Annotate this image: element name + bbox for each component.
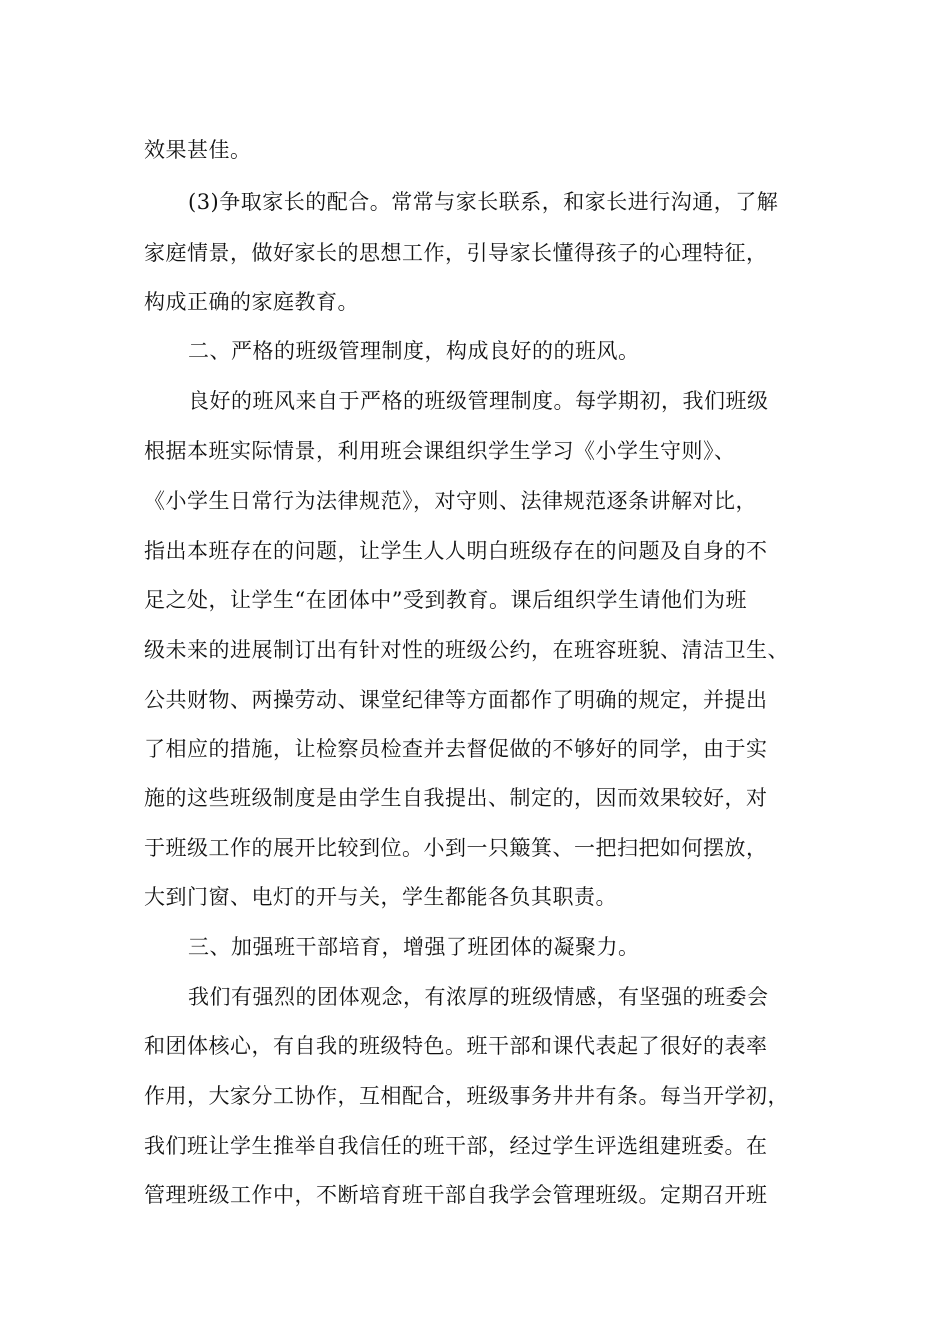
text-line: 于班级工作的展开比较到位。小到一只簸箕、一把扫把如何摆放， bbox=[144, 836, 768, 860]
text-line: 大到门窗、电灯的开与关，学生都能各负其职责。 bbox=[144, 885, 617, 909]
text-line: 效果甚佳。 bbox=[144, 138, 252, 162]
text-line: 级未来的进展制订出有针对性的班级公约，在班容班貌、清洁卫生、 bbox=[144, 638, 789, 662]
text-line: 家庭情景，做好家长的思想工作，引导家长懂得孩子的心理特征， bbox=[144, 241, 768, 265]
text-line: 《小学生日常行为法律规范》，对守则、法律规范逐条讲解对比， bbox=[144, 489, 757, 513]
text-line: 构成正确的家庭教育。 bbox=[144, 290, 359, 314]
text-line: 公共财物、两操劳动、课堂纪律等方面都作了明确的规定，并提出 bbox=[144, 688, 768, 712]
text-line: 作用，大家分工协作，互相配合，班级事务井井有条。每当开学初， bbox=[144, 1084, 789, 1108]
text-line: 我们有强烈的团体观念，有浓厚的班级情感，有坚强的班委会 bbox=[188, 985, 769, 1009]
text-line: 指出本班存在的问题，让学生人人明白班级存在的问题及自身的不 bbox=[144, 539, 768, 563]
text-line: (3)争取家长的配合。常常与家长联系，和家长进行沟通，了解 bbox=[188, 190, 779, 214]
text-line: 足之处，让学生“在团体中”受到教育。课后组织学生请他们为班 bbox=[144, 588, 747, 612]
section-heading: 三、加强班干部培育，增强了班团体的凝聚力。 bbox=[188, 935, 640, 959]
text-line: 施的这些班级制度是由学生自我提出、制定的，因而效果较好，对 bbox=[144, 786, 768, 810]
text-line: 管理班级工作中，不断培育班干部自我学会管理班级。定期召开班 bbox=[144, 1183, 768, 1207]
section-heading: 二、严格的班级管理制度，构成良好的的班风。 bbox=[188, 339, 640, 363]
text-line: 良好的班风来自于严格的班级管理制度。每学期初，我们班级 bbox=[188, 389, 769, 413]
text-line: 我们班让学生推举自我信任的班干部，经过学生评选组建班委。在 bbox=[144, 1134, 768, 1158]
text-line: 根据本班实际情景，利用班会课组织学生学习《小学生守则》、 bbox=[144, 439, 736, 463]
text-line: 和团体核心，有自我的班级特色。班干部和课代表起了很好的表率 bbox=[144, 1034, 768, 1058]
text-line: 了相应的措施，让检察员检查并去督促做的不够好的同学，由于实 bbox=[144, 737, 768, 761]
